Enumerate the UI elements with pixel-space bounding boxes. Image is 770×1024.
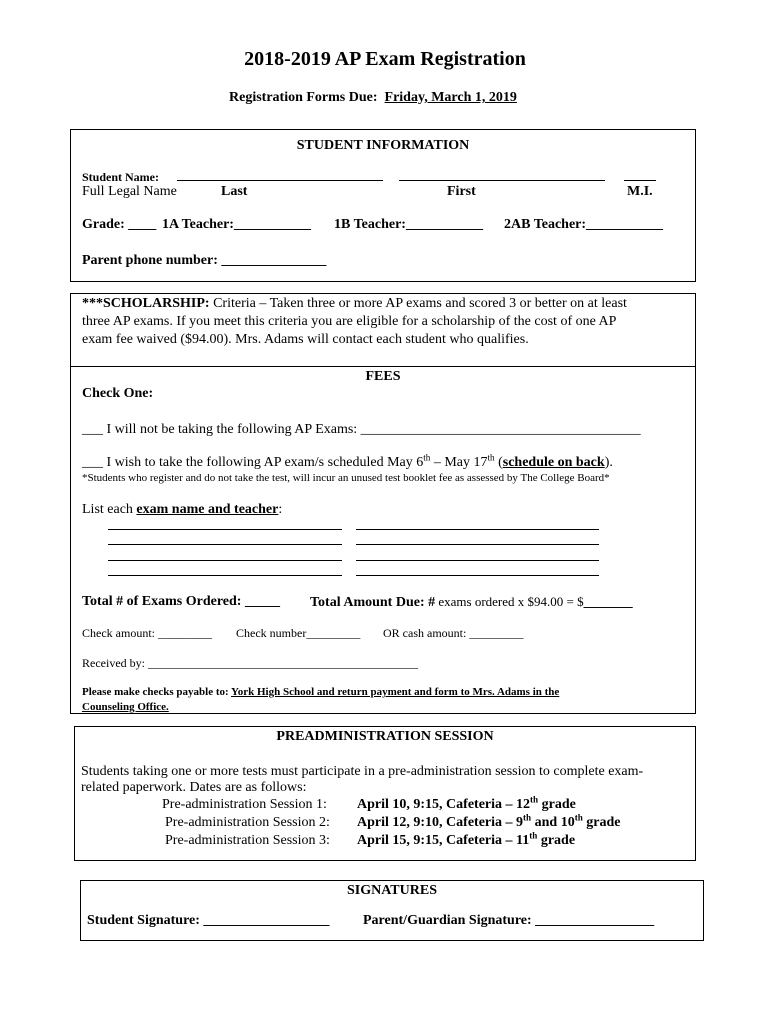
unused-fee-note: *Students who register and do not take the test, will incur an unused test booklet fee as assessed by The College Board*	[82, 472, 610, 484]
cash-amount-field[interactable]: OR cash amount: _________	[383, 626, 524, 640]
page-title: 2018-2019 AP Exam Registration	[244, 48, 526, 70]
session-2-tail: and 10	[531, 815, 575, 830]
option-taking-text: ___ I wish to take the following AP exam/s scheduled May 6	[82, 455, 424, 470]
preadmin-heading: PREADMINISTRATION SESSION	[276, 729, 494, 744]
signatures-heading: SIGNATURES	[347, 883, 437, 898]
list-label-bold: exam name and teacher	[136, 502, 279, 517]
check-amount-field[interactable]: Check amount: _________	[82, 626, 212, 640]
scholarship-line-1	[82, 296, 627, 312]
received-by-field[interactable]: Received by: _____________________________________________	[82, 656, 418, 670]
option-taking[interactable]	[82, 452, 613, 471]
payable-instructions: York High School and return payment and form to Mrs. Adams in the	[231, 686, 560, 698]
session-1-detail	[357, 794, 576, 813]
exam-line-left-4[interactable]	[108, 575, 342, 576]
sup-th-1: th	[423, 452, 431, 463]
session-1-text: April 10, 9:15, Cafeteria – 12	[357, 797, 531, 812]
session-3-label: Pre-administration Session 3:	[165, 833, 330, 848]
student-info-heading: STUDENT INFORMATION	[296, 138, 470, 153]
session-1-tail: grade	[538, 797, 576, 812]
last-name-field[interactable]	[177, 180, 383, 181]
preadmin-intro-1: Students taking one or more tests must participate in a pre-administration session to complete exam-	[81, 764, 644, 779]
session-2-text: April 12, 9:10, Cafeteria – 9	[357, 815, 524, 830]
student-name-label: Student Name:	[82, 170, 159, 184]
check-number-field[interactable]: Check number_________	[236, 626, 361, 640]
preadmin-intro-2: related paperwork. Dates are as follows:	[81, 780, 307, 795]
session-1-label: Pre-administration Session 1:	[162, 797, 327, 812]
scholarship-line-3: exam fee waived ($94.00). Mrs. Adams will contact each student who qualifies.	[82, 332, 529, 347]
total-exams-field[interactable]: Total # of Exams Ordered: _____	[82, 594, 280, 609]
teacher-2ab-field[interactable]: 2AB Teacher:___________	[504, 217, 664, 232]
session-2-label: Pre-administration Session 2:	[165, 815, 330, 830]
exam-line-right-3[interactable]	[356, 560, 599, 561]
mi-field[interactable]	[624, 180, 656, 181]
total-amount-formula: exams ordered x $94.00 = $	[435, 594, 584, 609]
payable-line-2: Counseling Office.	[82, 701, 169, 713]
scholarship-label: ***SCHOLARSHIP:	[82, 296, 210, 311]
scholarship-divider	[70, 366, 696, 367]
full-legal-name-label: Full Legal Name	[82, 184, 177, 199]
due-line	[229, 90, 517, 106]
total-amount-field[interactable]	[310, 594, 633, 611]
payable-line-1	[82, 686, 559, 698]
exam-line-right-2[interactable]	[356, 544, 599, 545]
student-signature-field[interactable]: Student Signature: __________________	[87, 913, 330, 928]
exam-line-right-1[interactable]	[356, 529, 599, 530]
due-label: Registration Forms Due:	[229, 90, 378, 105]
last-label: Last	[221, 184, 248, 199]
session-2-tail-2: grade	[582, 815, 621, 830]
paren-open: (	[494, 455, 503, 470]
payable-pre: Please make checks payable to:	[82, 686, 231, 698]
list-label-text: List each	[82, 502, 137, 517]
option-not-taking[interactable]: ___ I will not be taking the following AP Exams: ________________________________________	[82, 422, 641, 437]
exam-line-left-2[interactable]	[108, 544, 342, 545]
session-2-sup: th	[523, 812, 532, 823]
list-exams-label	[82, 502, 282, 518]
total-amount-blank: _______	[583, 595, 633, 610]
session-3-detail	[357, 830, 576, 849]
teacher-1b-field[interactable]: 1B Teacher:___________	[334, 217, 483, 232]
paren-close: ).	[604, 455, 613, 470]
total-amount-label: Total Amount Due: #	[310, 595, 436, 610]
parent-phone-field[interactable]: Parent phone number: _______________	[82, 253, 327, 268]
schedule-on-back-link: schedule on back	[502, 455, 605, 470]
grade-field[interactable]: Grade: ____	[82, 217, 157, 232]
session-3-text: April 15, 9:15, Cafeteria – 11	[357, 833, 530, 848]
scholarship-line-2: three AP exams. If you meet this criteria you are eligible for a scholarship of the cost of one AP	[82, 314, 617, 329]
fees-heading: FEES	[365, 369, 401, 384]
option-taking-mid: – May 17	[430, 455, 488, 470]
first-name-field[interactable]	[399, 180, 605, 181]
mi-label: M.I.	[627, 184, 653, 199]
teacher-1a-field[interactable]: 1A Teacher:___________	[162, 217, 311, 232]
list-label-colon: :	[278, 502, 283, 517]
exam-line-left-3[interactable]	[108, 560, 342, 561]
check-one-label: Check One:	[82, 386, 154, 401]
sup-th-2: th	[487, 452, 495, 463]
scholarship-text-1: Criteria – Taken three or more AP exams and scored 3 or better on at least	[209, 296, 627, 311]
first-label: First	[447, 184, 476, 199]
parent-signature-field[interactable]: Parent/Guardian Signature: _________________	[363, 913, 655, 928]
session-1-sup: th	[530, 794, 539, 805]
exam-line-left-1[interactable]	[108, 529, 342, 530]
session-3-sup: th	[529, 830, 538, 841]
session-2-sup-2: th	[574, 812, 583, 823]
exam-line-right-4[interactable]	[356, 575, 599, 576]
session-3-tail: grade	[537, 833, 576, 848]
due-date: Friday, March 1, 2019	[384, 90, 517, 105]
session-2-detail	[357, 812, 621, 831]
